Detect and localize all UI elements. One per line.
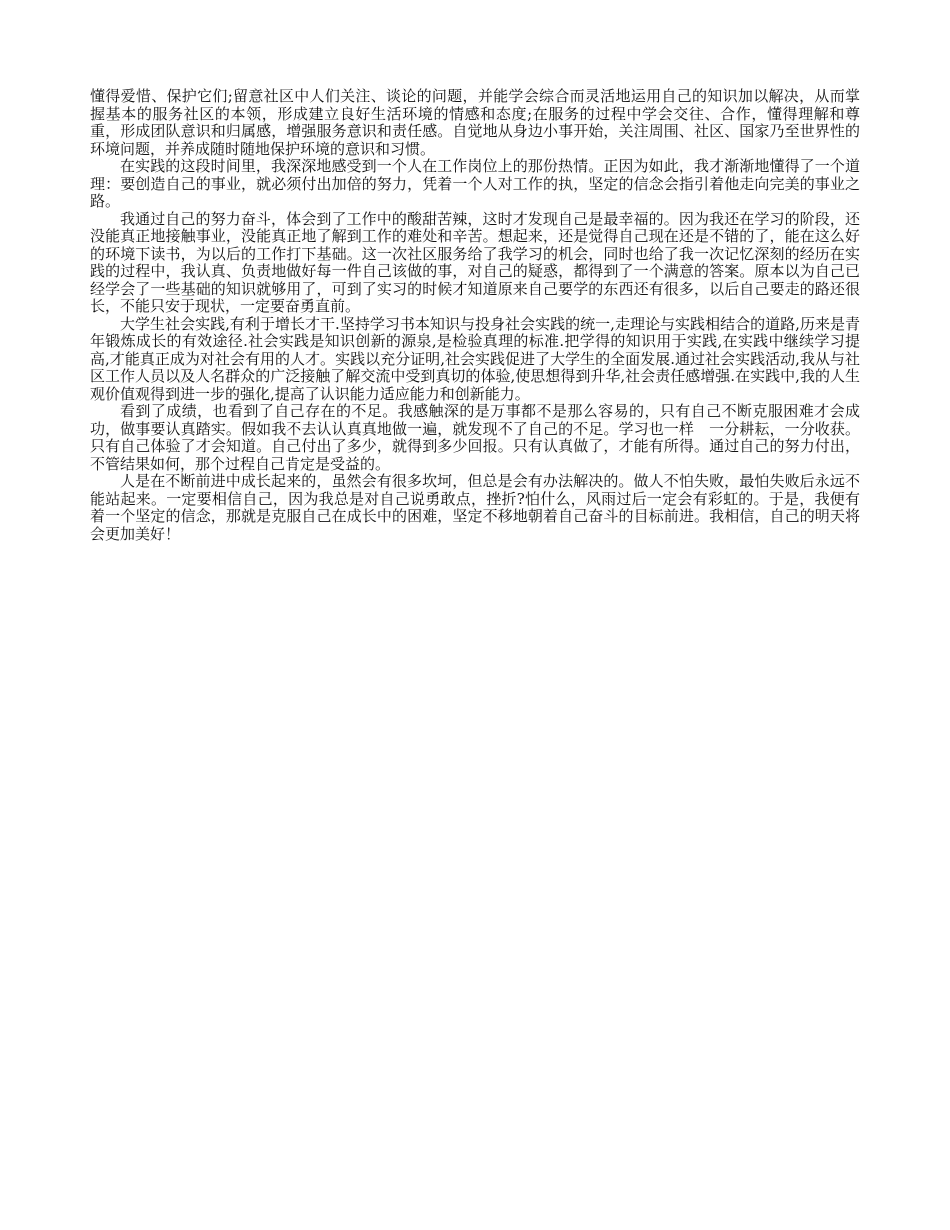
paragraph: 在实践的这段时间里，我深深地感受到一个人在工作岗位上的那份热情。正因为如此，我才渐渐地懂得了一个道理：要创造自己的事业，就必须付出加倍的努力，凭着一个人对工作的执，坚定的信念会指引着他走向完美的事业之路。 <box>90 157 860 210</box>
paragraph: 人是在不断前进中成长起来的，虽然会有很多坎坷，但总是会有办法解决的。做人不怕失败，最怕失败后永远不能站起来。一定要相信自己，因为我总是对自己说勇敢点，挫折?怕什么，风雨过后一定会有彩虹的。于是，我便有着一个坚定的信念，那就是克服自己在成长中的困难，坚定不移地朝着自己奋斗的目标前进。我相信，自己的明天将会更加美好！ <box>90 472 860 543</box>
paragraph: 我通过自己的努力奋斗，体会到了工作中的酸甜苦辣，这时才发现自己是最幸福的。因为我还在学习的阶段，还没能真正地接触事业，没能真正地了解到工作的难处和辛苦。想起来，还是觉得自己现在还是不错的了，能在这么好的环境下读书，为以后的工作打下基础。这一次社区服务给了我学习的机会，同时也给了我一次记忆深刻的经历在实践的过程中，我认真、负责地做好每一件自己该做的事，对自己的疑惑，都得到了一个满意的答案。原本以为自己已经学会了一些基础的知识就够用了，可到了实习的时候才知道原来自己要学的东西还有很多，以后自己要走的路还很长，不能只安于现状，一定要奋勇直前。 <box>90 209 860 315</box>
paragraph: 看到了成绩，也看到了自己存在的不足。我感触深的是万事都不是那么容易的，只有自己不断克服困难才会成功，做事要认真踏实。假如我不去认认真真地做一遍，就发现不了自己的不足。学习也一样 一分耕耘，一分收获。只有自己体验了才会知道。自己付出了多少，就得到多少回报。只有认真做了，才能有所得。通过自己的努力付出，不管结果如何，那个过程自己肯定是受益的。 <box>90 402 860 473</box>
document-body <box>90 88 860 543</box>
paragraph: 大学生社会实践,有利于增长才干.坚持学习书本知识与投身社会实践的统一,走理论与实践相结合的道路,历来是青年锻炼成长的有效途径.社会实践是知识创新的源泉,是检验真理的标准.把学得的知识用于实践,在实践中继续学习提高,才能真正成为对社会有用的人才。实践以充分证明,社会实践促进了大学生的全面发展.通过社会实践活动,我从与社区工作人员以及人名群众的广泛接触了解交流中受到真切的体验,使思想得到升华,社会责任感增强.在实践中,我的人生观价值观得到进一步的强化,提高了认识能力适应能力和创新能力。 <box>90 314 860 403</box>
paragraph: 懂得爱惜、保护它们;留意社区中人们关注、谈论的问题，并能学会综合而灵活地运用自己的知识加以解决，从而掌握基本的服务社区的本领，形成建立良好生活环境的情感和态度;在服务的过程中学会交往、合作，懂得理解和尊重，形成团队意识和归属感，增强服务意识和责任感。自觉地从身边小事开始，关注周围、社区、国家乃至世界性的环境问题，并养成随时随地保护环境的意识和习惯。 <box>90 87 860 158</box>
